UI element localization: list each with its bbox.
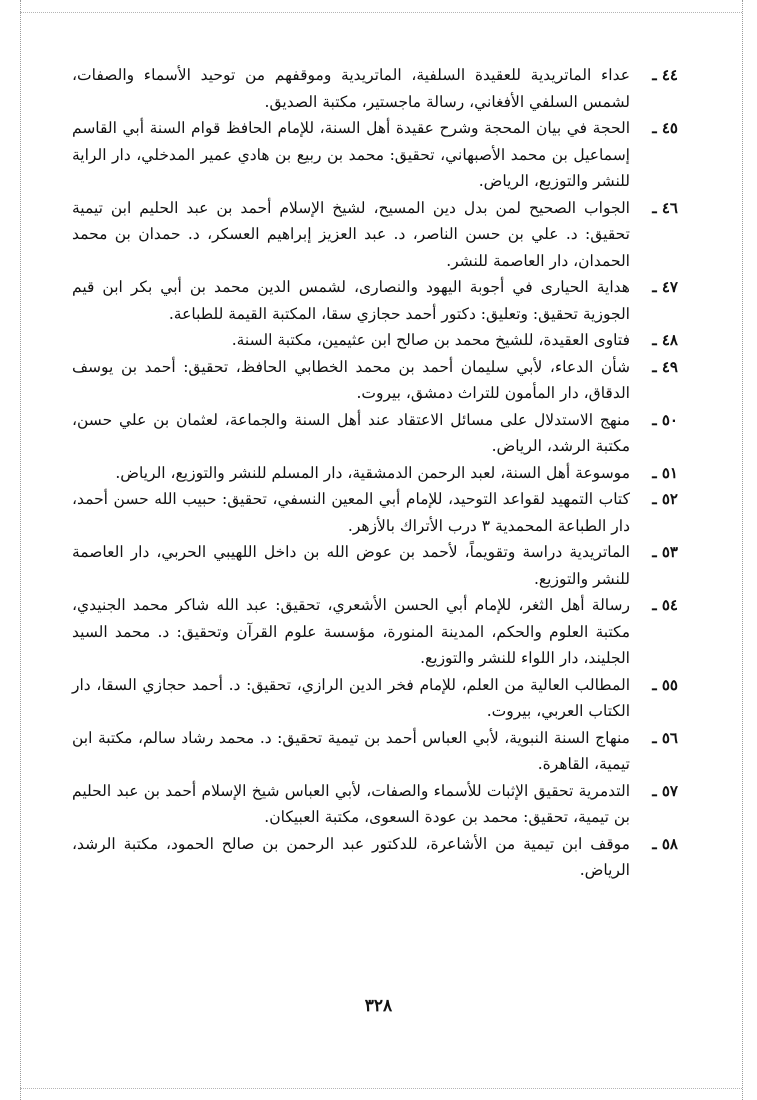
- entry-number: ٤٦ ـ: [652, 198, 678, 217]
- entry-text: الماتريدية دراسة وتقويماً، لأحمد بن عوض الله بن داخل اللهيبي الحربي، دار العاصمة للنشر والتوزيع.: [72, 543, 630, 588]
- entry-number: ٥٨ ـ: [652, 834, 678, 853]
- scan-bottom-edge: [20, 1088, 742, 1089]
- bibliography-entry-48: [72, 327, 680, 354]
- bibliography-entry-57: [72, 778, 680, 831]
- entry-text: الحجة في بيان المحجة وشرح عقيدة أهل السنة، للإمام الحافظ قوام السنة أبي القاسم إسماعيل بن محمد الأصبهاني، تحقيق: محمد بن ربيع بن هادي عمير المدخلي، دار الراية للنشر والتوزيع، الرياض.: [72, 119, 630, 190]
- bibliography-entry-52: [72, 486, 680, 539]
- bibliography-entry-50: [72, 407, 680, 460]
- bibliography-list: [72, 62, 680, 884]
- bibliography-entry-55: [72, 672, 680, 725]
- entry-text: المطالب العالية من العلم، للإمام فخر الدين الرازي، تحقيق: د. أحمد حجازي السقا، دار الكتاب العربي، بيروت.: [72, 675, 630, 720]
- entry-text: كتاب التمهيد لقواعد التوحيد، للإمام أبي المعين النسفي، تحقيق: حبيب الله حسن أحمد، دار الطباعة المحمدية ٣ درب الأتراك بالأزهر.: [72, 490, 630, 535]
- entry-text: عداء الماتريدية للعقيدة السلفية، الماتريدية وموقفهم من توحيد الأسماء والصفات، لشمس السلفي الأفغاني، رسالة ماجستير، مكتبة الصديق.: [72, 66, 630, 111]
- bibliography-entry-45: [72, 115, 680, 195]
- entry-text: رسالة أهل الثغر، للإمام أبي الحسن الأشعري، تحقيق: عبد الله شاكر محمد الجنيدي، مكتبة العلوم والحكم، المدينة المنورة، مؤسسة علوم القرآن وتحقيق: د. محمد السيد الجليند، دار اللواء للنشر والتوزيع.: [72, 596, 630, 667]
- bibliography-entry-53: [72, 539, 680, 592]
- bibliography-entry-47: [72, 274, 680, 327]
- bibliography-entry-44: [72, 62, 680, 115]
- entry-text: موقف ابن تيمية من الأشاعرة، للدكتور عبد الرحمن بن صالح الحمود، مكتبة الرشد، الرياض.: [72, 834, 630, 879]
- entry-number: ٥٧ ـ: [652, 781, 678, 800]
- entry-text: منهج الاستدلال على مسائل الاعتقاد عند أهل السنة والجماعة، لعثمان بن علي حسن، مكتبة الرشد، الرياض.: [72, 410, 630, 455]
- entry-text: هداية الحيارى في أجوبة اليهود والنصارى، لشمس الدين محمد بن أبي بكر ابن قيم الجوزية تحقيق: وتعليق: دكتور أحمد حجازي سقا، المكتبة القيمة للطباعة.: [72, 278, 630, 323]
- entry-number: ٥٠ ـ: [652, 410, 678, 429]
- entry-text: التدمرية تحقيق الإثبات للأسماء والصفات، لأبي العباس شيخ الإسلام أحمد بن عبد الحليم بن تيمية، تحقيق: محمد بن عودة السعوى، مكتبة العبيكان.: [72, 781, 630, 826]
- entry-number: ٤٤ ـ: [652, 66, 678, 84]
- bibliography-entry-54: [72, 592, 680, 672]
- bibliography-entry-49: [72, 354, 680, 407]
- entry-number: ٥٣ ـ: [652, 543, 678, 561]
- entry-number: ٥٢ ـ: [652, 490, 678, 508]
- entry-text: شأن الدعاء، لأبي سليمان أحمد بن محمد الخطابي الحافظ، تحقيق: أحمد بن يوسف الدقاق، دار المأمون للتراث دمشق، بيروت.: [72, 357, 630, 402]
- bibliography-entry-56: [72, 725, 680, 778]
- entry-number: ٤٧ ـ: [652, 278, 678, 296]
- bibliography-entry-51: [72, 460, 680, 487]
- scan-right-edge: [742, 0, 743, 1100]
- scan-top-edge: [20, 12, 742, 13]
- entry-text: الجواب الصحيح لمن بدل دين المسيح، لشيخ الإسلام أحمد بن عبد الحليم ابن تيمية تحقيق: د. علي بن حسن الناصر، د. عبد العزيز إبراهيم العسكر، د. حمدان بن محمد الحمدان، دار العاصمة للنشر.: [72, 198, 630, 270]
- entry-number: ٥١ ـ: [652, 463, 678, 482]
- bibliography-entry-58: [72, 831, 680, 884]
- entry-text: منهاج السنة النبوية، لأبي العباس أحمد بن تيمية تحقيق: د. محمد رشاد سالم، مكتبة ابن تيمية، القاهرة.: [72, 728, 630, 773]
- entry-number: ٥٥ ـ: [652, 675, 678, 694]
- entry-number: ٥٦ ـ: [652, 728, 678, 747]
- bibliography-entry-46: [72, 195, 680, 275]
- entry-number: ٤٥ ـ: [652, 119, 678, 137]
- entry-text: فتاوى العقيدة، للشيخ محمد بن صالح ابن عثيمين، مكتبة السنة.: [231, 331, 630, 349]
- scan-left-edge: [20, 0, 21, 1100]
- page-number: ٣٢٨: [364, 996, 393, 1016]
- entry-number: ٤٨ ـ: [652, 331, 678, 349]
- entry-text: موسوعة أهل السنة، لعبد الرحمن الدمشقية، دار المسلم للنشر والتوزيع، الرياض.: [115, 463, 630, 482]
- entry-number: ٤٩ ـ: [652, 357, 678, 376]
- entry-number: ٥٤ ـ: [652, 596, 678, 614]
